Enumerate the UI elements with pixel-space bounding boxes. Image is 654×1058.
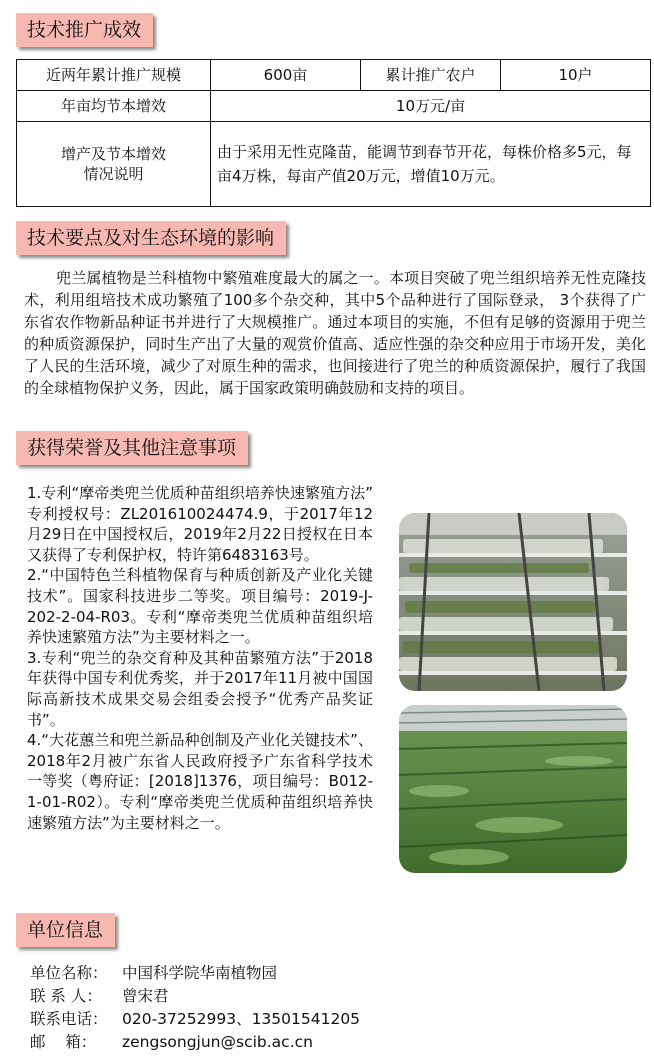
email-address[interactable]: zengsongjun@scib.ac.cn (122, 1033, 313, 1051)
greenhouse-photo (399, 705, 627, 873)
ecology-paragraph (24, 267, 646, 399)
phone-label: 联系电话： (30, 1010, 108, 1028)
list-item: 4.“大花蕙兰和兜兰新品种创制及产业化关键技术”、2018年2月被广东省人民政府授予广东省科学技术一等奖（粤府证：[2018]1376，项目编号：B012-1-01-R02）。专利“摩帝类兜兰优质种苗组织培养快速繁殖方法”为主要材料之一。 (27, 731, 373, 832)
explain-text: 由于采用无性克隆苗，能调节到春节开花，每株价格多5元，每亩4万株，每亩产值20万元，增值10万元。 (211, 122, 651, 207)
explain-label-line-1: 增产及节本增效 (60, 145, 166, 163)
contact-row (30, 985, 360, 1008)
email-row (30, 1031, 360, 1054)
section-title-unit: 单位信息 (16, 913, 115, 947)
contact-name: 曾宋君 (122, 987, 169, 1005)
unit-name-row (30, 962, 360, 985)
scale-value: 600亩 (211, 60, 361, 91)
farmers-label: 累计推广农户 (361, 60, 501, 91)
scale-label: 近两年累计推广规模 (17, 60, 211, 91)
explain-label (17, 122, 211, 207)
explain-label-line-2: 情况说明 (83, 165, 144, 183)
contact-label: 联 系 人： (30, 987, 102, 1005)
unit-name-label: 单位名称： (30, 964, 108, 982)
list-item: 3.专利“兜兰的杂交育种及其种苗繁殖方法”于2018年获得中国专利优秀奖，并于2017年11月被中国国际高新技术成果交易会组委会授予“优秀产品奖证书”。 (27, 648, 373, 729)
table-row (17, 122, 651, 207)
email-label: 邮 箱： (30, 1033, 97, 1051)
farmers-value: 10户 (501, 60, 651, 91)
section-title-ecology: 技术要点及对生态环境的影响 (16, 221, 286, 255)
unit-name: 中国科学院华南植物园 (122, 964, 278, 982)
table-row (17, 91, 651, 122)
section-title-effect: 技术推广成效 (16, 13, 153, 47)
benefit-label: 年亩均节本增效 (17, 91, 211, 122)
unit-info (30, 962, 360, 1054)
honors-list (27, 483, 373, 833)
phone-number: 020-37252993、13501541205 (122, 1010, 361, 1028)
benefit-value: 10万元/亩 (211, 91, 651, 122)
phone-row (30, 1008, 360, 1031)
ecology-text: 兜兰属植物是兰科植物中繁殖难度最大的属之一。本项目突破了兜兰组织培养无性克隆技术，利用组培技术成功繁殖了100多个杂交种，其中5个品种进行了国际登录， 3个获得了广东省农作物新品种证书并进行了大规模推广。通过本项目的实施，不但有足够的资源用于兜兰的种质资源保护，同时生产出了大量的观赏价值高、适应性强的杂交种应用于市场开发，美化了人民的生活环境，减少了对原生种的需求，也间接进行了兜兰的种质资源保护，履行了我国的全球植物保护义务，因此，属于国家政策明确鼓励和支持的项目。 (24, 269, 646, 397)
list-item: 2.“中国特色兰科植物保育与种质创新及产业化关键技术”。国家科技进步二等奖。项目编号：2019-J-202-2-04-R03。专利“摩帝类兜兰优质种苗组织培养快速繁殖方法”为主要材料之一。 (27, 566, 373, 647)
list-item: 1.专利“摩帝类兜兰优质种苗组织培养快速繁殖方法” 专利授权号：ZL201610024474.9，于2017年12月29日在中国授权后，2019年2月22日授权在日本又获得了专利保护权，特许第6483163号。 (27, 484, 373, 564)
section-title-honors: 获得荣誉及其他注意事项 (16, 431, 248, 465)
tissue-culture-photo (399, 513, 627, 691)
stats-table (16, 59, 651, 207)
table-row (17, 60, 651, 91)
